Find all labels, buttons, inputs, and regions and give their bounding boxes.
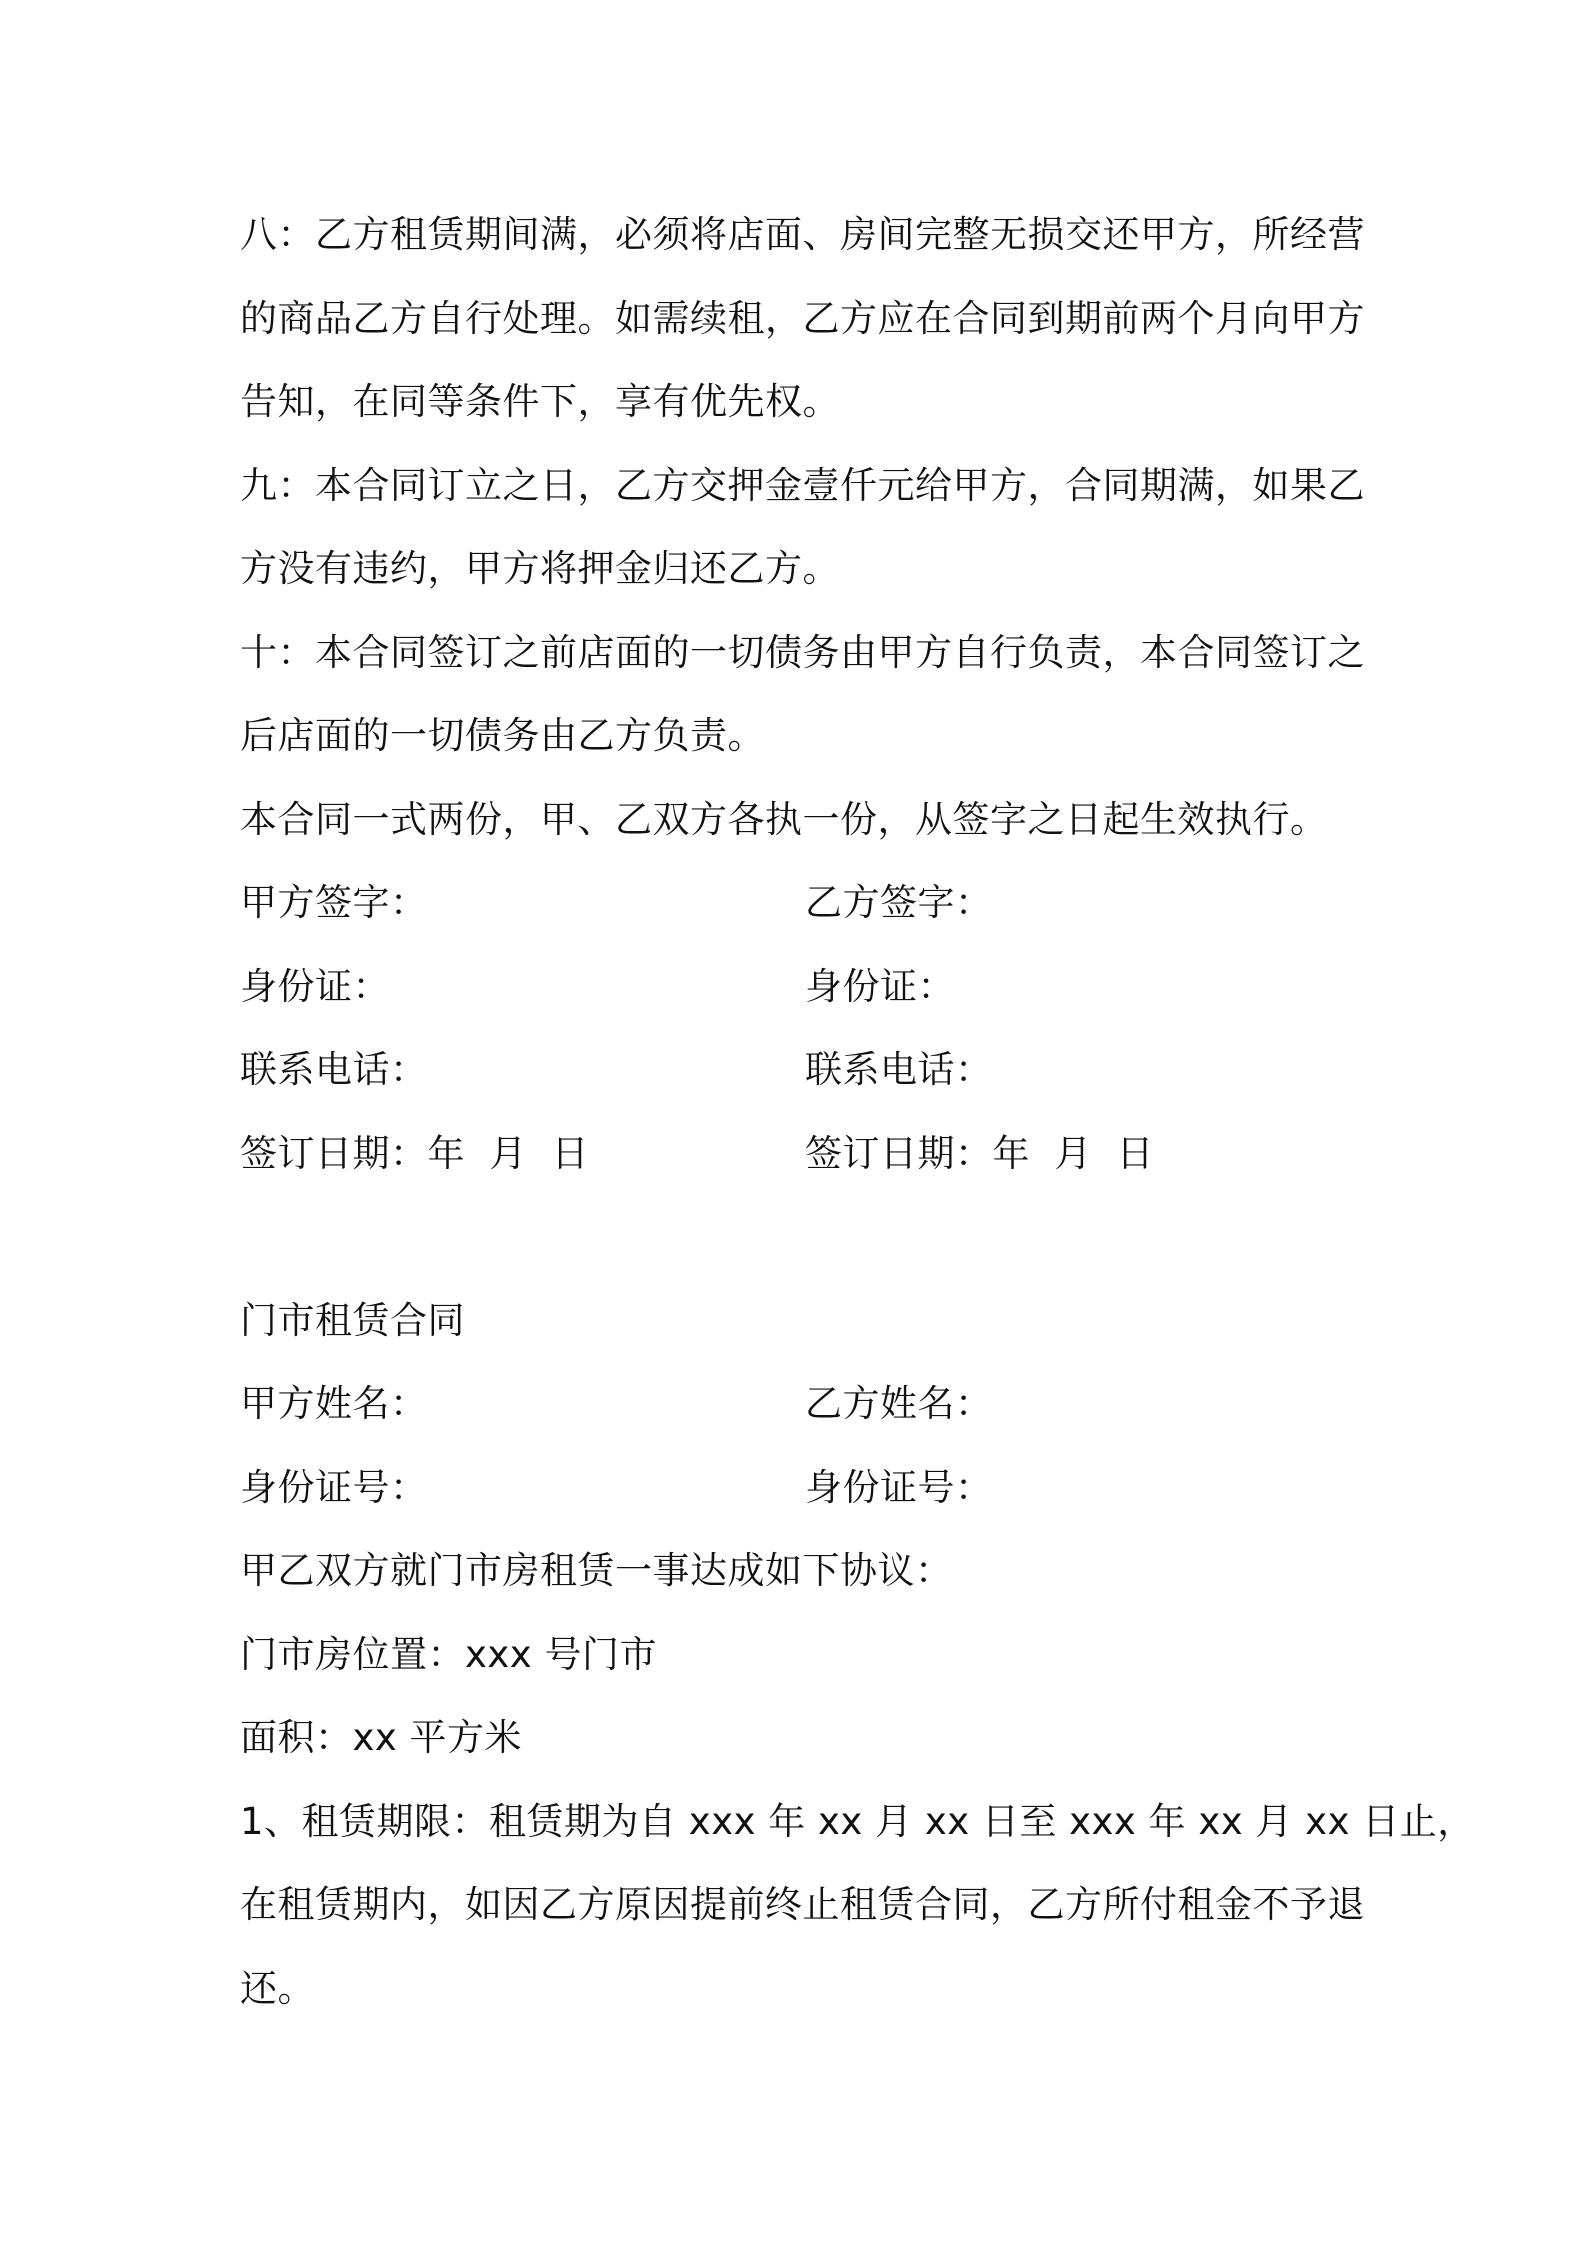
paragraph-line: 告知，在同等条件下，享有优先权。 (240, 380, 840, 423)
shop-area: 面积：xx 平方米 (240, 1716, 523, 1759)
lease-term-clause (240, 1780, 1475, 2031)
party-b-id-label: 身份证： (805, 964, 955, 1008)
shop-location: 门市房位置：xxx 号门市 (240, 1632, 657, 1676)
document-body (240, 193, 1475, 2030)
party-a-sign-date-label: 签订日期：年 月 日 (240, 1131, 590, 1175)
paragraph-line: 的商品乙方自行处理。如需续租，乙方应在合同到期前两个月向甲方 (240, 296, 1365, 340)
agreement-intro: 甲乙双方就门市房租赁一事达成如下协议： (240, 1549, 953, 1592)
party-b-sign-date-label: 签订日期：年 月 日 (805, 1131, 1155, 1175)
phone-row (240, 1028, 1360, 1112)
id-card-row (240, 945, 1360, 1029)
paragraph-line: 1、租赁期限：租赁期为自 xxx 年 xx 月 xx 日至 xxx 年 xx 月 xx 日止， (240, 1799, 1475, 1843)
party-a-phone-label: 联系电话： (240, 1048, 428, 1091)
sign-date-row (240, 1112, 1360, 1196)
party-a-name-label: 甲方姓名： (240, 1382, 428, 1425)
party-id-number-row (240, 1446, 1360, 1530)
signature-block (240, 861, 1360, 1195)
paragraph-line: 十：本合同签订之前店面的一切债务由甲方自行负责，本合同签订之 (240, 630, 1365, 674)
party-b-name-label: 乙方姓名： (805, 1382, 993, 1425)
party-b-id-number-label: 身份证号： (805, 1465, 993, 1509)
clause-9 (240, 444, 1365, 611)
party-name-row (240, 1362, 1360, 1446)
party-a-signature-label: 甲方签字： (240, 881, 428, 924)
paragraph-line: 方没有违约，甲方将押金归还乙方。 (240, 547, 840, 590)
paragraph-line: 后店面的一切债务由乙方负责。 (240, 714, 765, 757)
paragraph-line: 在租赁期内，如因乙方原因提前终止租赁合同，乙方所付租金不予退 (240, 1883, 1365, 1926)
paragraph-line: 还。 (240, 1966, 315, 2010)
contract-2 (240, 1279, 1475, 2031)
party-a-id-label: 身份证： (240, 964, 390, 1008)
paragraph-line: 八：乙方租赁期间满，必须将店面、房间完整无损交还甲方，所经营 (240, 213, 1365, 256)
signature-row (240, 861, 1360, 945)
clause-8 (240, 193, 1365, 444)
contract-title: 门市租赁合同 (240, 1298, 465, 1342)
clause-10 (240, 611, 1365, 778)
paragraph-line: 九：本合同订立之日，乙方交押金壹仟元给甲方，合同期满，如果乙 (240, 463, 1365, 507)
copies-note: 本合同一式两份，甲、乙双方各执一份，从签字之日起生效执行。 (240, 797, 1328, 841)
party-a-id-number-label: 身份证号： (240, 1465, 428, 1509)
party-b-phone-label: 联系电话： (805, 1048, 993, 1091)
party-b-signature-label: 乙方签字： (805, 881, 993, 924)
section-spacer (240, 1195, 1360, 1279)
